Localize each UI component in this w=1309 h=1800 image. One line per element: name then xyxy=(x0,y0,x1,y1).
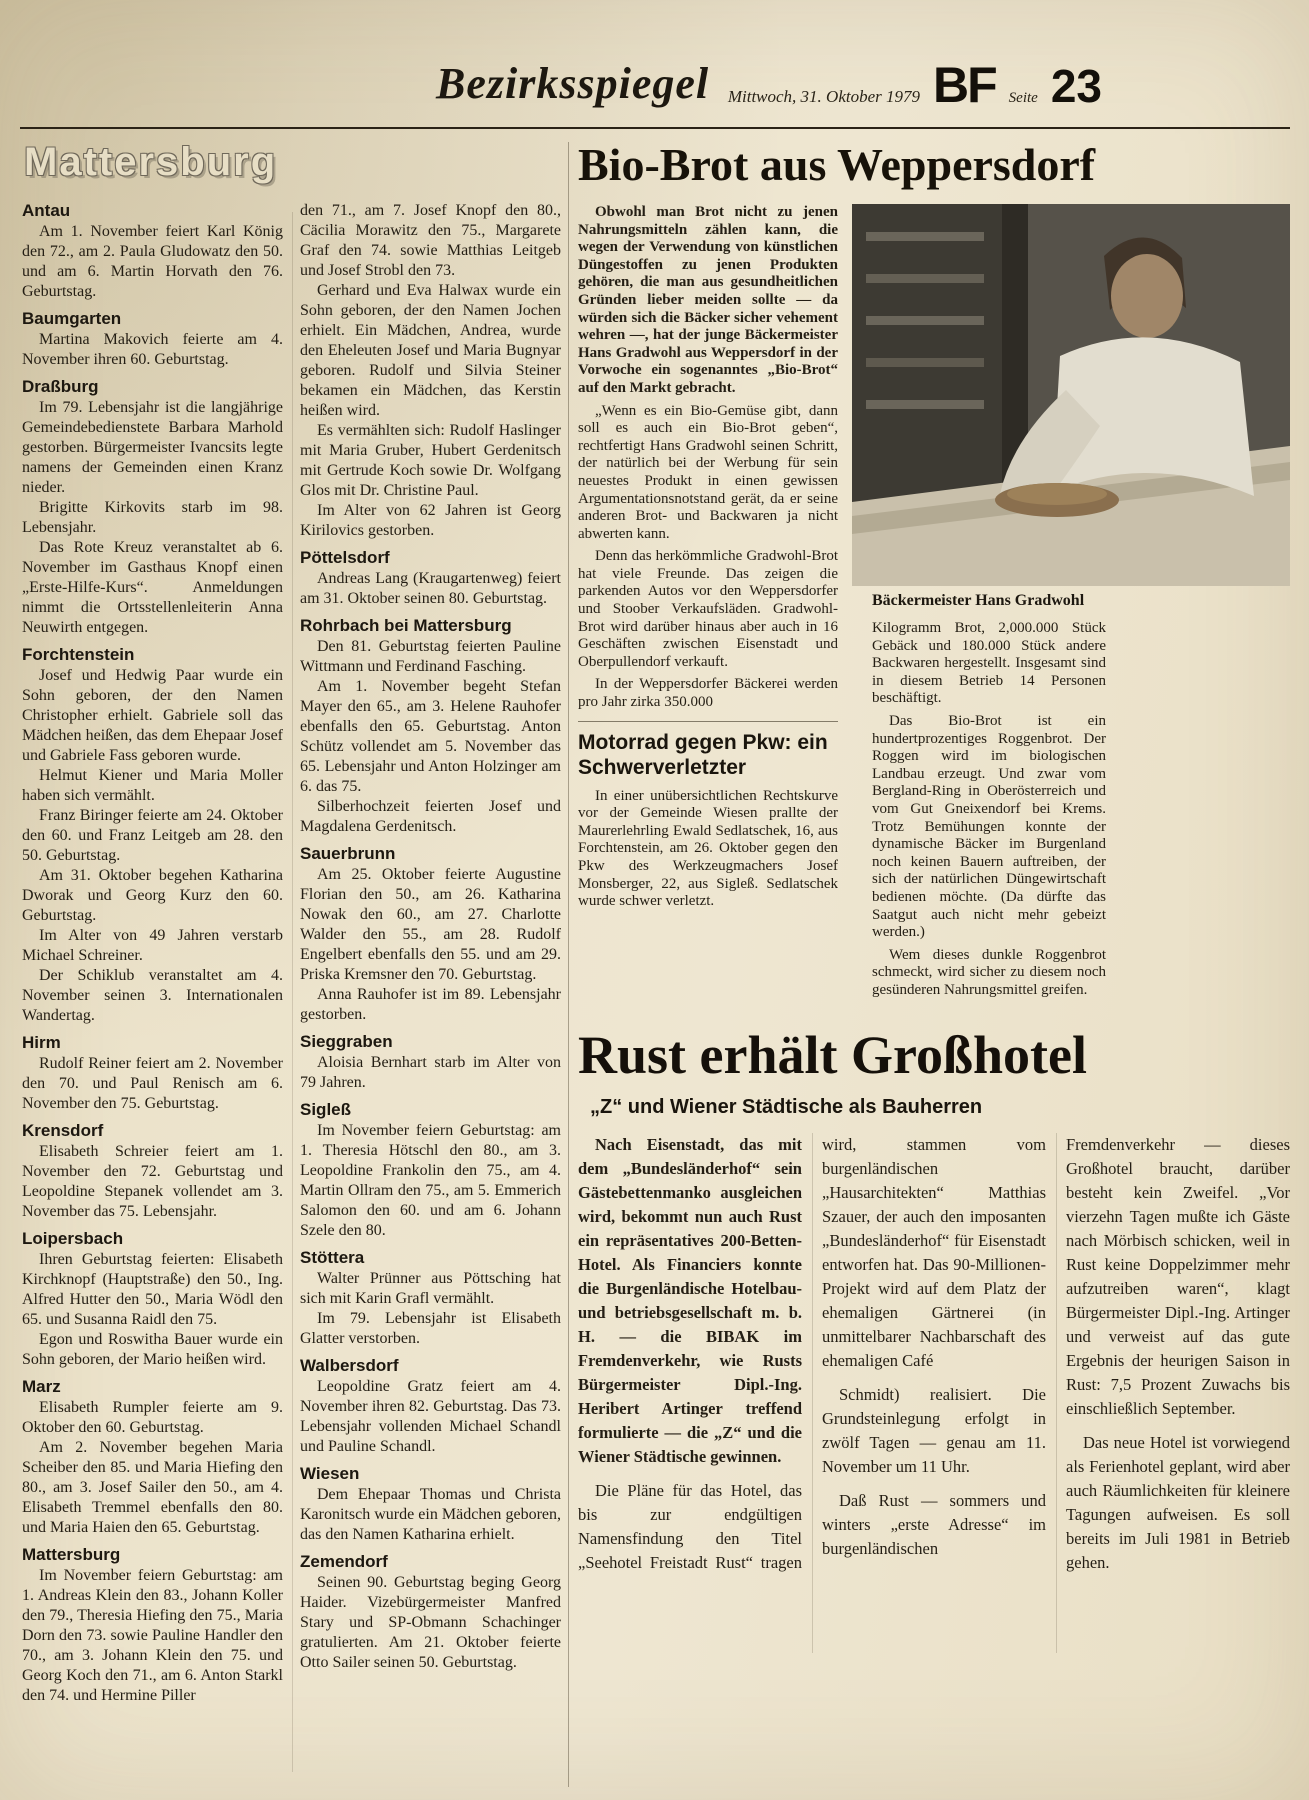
paragraph: Denn das herkömmliche Gradwohl-Brot hat viele Freunde. Das zeigen die parkenden Autos vor den Weppersdorfer und Stoober Verkaufsläden. Gradwohl-Brot wird darüber hinaus aber auch in 16 Geschäften zwischen Eisenstadt und Oberpullendorf verkauft. xyxy=(578,548,838,670)
paragraph: Im Alter von 62 Jahren ist Georg Kirilovics gestorben. xyxy=(300,502,561,539)
article-headline-rust: Rust erhält Großhotel xyxy=(578,1025,1087,1086)
paragraph: Silberhochzeit feierten Josef und Magdalena Gerdenitsch. xyxy=(300,798,561,835)
biobrot-article xyxy=(578,204,1290,1004)
village-heading: Baumgarten xyxy=(22,309,122,328)
issue-date: Mittwoch, 31. Oktober 1979 xyxy=(727,87,921,106)
paragraph: Kilogramm Brot, 2,000.000 Stück Gebäck und 180.000 Stück andere Backwaren hergestellt. Insgesamt sind in diesem Betrieb 14 Personen beschäftigt. xyxy=(872,620,1106,707)
paragraph: Im 79. Lebensjahr ist Elisabeth Glatter verstorben. xyxy=(300,1310,561,1347)
header-meta xyxy=(690,56,1102,114)
paragraph: Das Rote Kreuz veranstaltet ab 6. November im Gasthaus Knopf einen „Erste-Hilfe-Kurs“. Anmeldungen nimmt die Ortsstellenleiterin Anna Neuwirth entgegen. xyxy=(22,539,283,636)
section-mattersburg xyxy=(22,138,562,1706)
paper-logo: BF xyxy=(933,57,996,113)
photo-caption: Bäckermeister Hans Gradwohl xyxy=(872,592,1085,609)
paragraph: Im November feiern Geburtstag: am 1. Theresia Hötschl den 80., am 3. Leopoldine Frankolin den 75., am 4. Martin Ollram den 75., am 5. Emmerich Salomon den 60. und am 6. Johann Szele den 80. xyxy=(300,1122,561,1239)
paragraph: Elisabeth Rumpler feierte am 9. Oktober den 60. Geburtstag. xyxy=(22,1399,283,1436)
paragraph: Martina Makovich feierte am 4. November ihren 60. Geburtstag. xyxy=(22,331,283,368)
rust-body-columns xyxy=(578,1133,1290,1653)
paragraph: Ihren Geburtstag feierten: Elisabeth Kirchknopf (Hauptstraße) den 50., Ing. Alfred Hutter den 50., Maria Wödl den 65. und Susanna Raidl den 75. xyxy=(22,1251,283,1328)
paragraph: Brigitte Kirkovits starb im 98. Lebensjahr. xyxy=(22,499,283,536)
section-title-mattersburg: Mattersburg xyxy=(24,140,278,184)
masthead-title: Bezirksspiegel xyxy=(436,59,710,108)
paragraph: Aloisia Bernhart starb im Alter von 79 Jahren. xyxy=(300,1054,561,1091)
paragraph: Am 31. Oktober begehen Katharina Dworak und Georg Kurz den 60. Geburtstag. xyxy=(22,867,283,924)
paragraph: Andreas Lang (Kraugartenweg) feiert am 31. Oktober seinen 80. Geburtstag. xyxy=(300,570,561,607)
paragraph: Es vermählten sich: Rudolf Haslinger mit Maria Gruber, Hubert Gerdenitsch mit Gertrude Koch sowie Dr. Wolfgang Glos mit Dr. Christine Paul. xyxy=(300,422,561,499)
paragraph: Das Bio-Brot ist ein hundertprozentiges Roggenbrot. Der Roggen wird im biologischen Landbau erzeugt. Und zwar vom Bergland-Ring in Oberösterreich und vom Gut Gneixendorf bei Krems. Trotz Bemühungen konnte der dynamische Bäcker im Burgenland noch keinen Bauern auftreiben, der sich der natürlichen Düngewirtschaft bedienen möchte. (Da dürfte das Saatgut auch nicht mehr gebeizt werden.) xyxy=(872,712,1106,941)
village-heading: Forchtenstein xyxy=(22,645,135,664)
biobrot-right-column xyxy=(852,204,1290,1004)
paragraph: Franz Biringer feierte am 24. Oktober den 60. und Franz Leitgeb am 28. den 50. Geburtstag. xyxy=(22,807,283,864)
biobrot-column-1 xyxy=(578,204,838,1004)
paragraph: Im 79. Lebensjahr ist die langjährige Gemeindebedienstete Barbara Marhold gestorben. Bürgermeister Ivancsits legte namens der Gemeinden einen Kranz nieder. xyxy=(22,399,283,496)
village-heading: Walbersdorf xyxy=(300,1356,399,1375)
news-column-2 xyxy=(300,201,561,1706)
paragraph: Die Pläne für das Hotel, das bis zur endgültigen Namensfindung den Titel „Seehotel Freistadt Rust“ tragen wird, stammen vom burgenländischen „Hausarchitekten“ Matthias Szauer, der auch den imposanten „Bundesländerhof“ für Eisenstadt entworfen hat. Das 90-Millionen-Projekt wird auf dem Platz der ehemaligen Gärtnerei (in unmittelbarer Nachbarschaft des ehemaligen Café xyxy=(578,1135,1046,1573)
paragraph: Wem dieses dunkle Roggenbrot schmeckt, wird sicher zu diesem noch gesünderen Nahrungsmittel greifen. xyxy=(872,946,1106,998)
paragraph: Am 1. November feiert Karl König den 72., am 2. Paula Gludowatz den 50. und am 6. Martin Horvath den 76. Geburtstag. xyxy=(22,223,283,300)
biobrot-paragraphs xyxy=(578,403,838,712)
paragraph: Anna Rauhofer ist im 89. Lebensjahr gestorben. xyxy=(300,986,561,1023)
biobrot-column-2 xyxy=(872,620,1106,999)
header-rule xyxy=(20,127,1290,129)
news-column-1 xyxy=(22,201,283,1706)
village-heading: Krensdorf xyxy=(22,1121,104,1140)
paragraph: „Wenn es ein Bio-Gemüse gibt, dann soll es auch ein Bio-Brot geben“, rechtfertigt Hans Gradwohl seinen Schritt, der natürlich bei der Werbung für sein neuestes Produkt in einen gewissen Argumentationsnotstand gerät, da er seine anderen Brot- und Backwaren ja nicht abwerten kann. xyxy=(578,402,838,542)
paragraph: Am 25. Oktober feierte Augustine Florian den 50., am 26. Katharina Nowak den 60., am 27. Charlotte Walder den 55., am 28. Rudolf Engelbert ebenfalls den 55. und am 29. Priska Kremsner den 70. Geburtstag. xyxy=(300,866,561,983)
rust-lead-paragraph: Nach Eisenstadt, das mit dem „Bundesländerhof“ sein Gästebettenmanko ausgleichen wird, bekommt nun auch Rust ein repräsentatives 200-Betten-Hotel. Als Financiers konnte die Burgenländische Hotelbau- und betriebsgesellschaft m. b. H. — die BIBAK im Fremdenverkehr, wie Rusts Bürgermeister Dipl.-Ing. Heribert Artinger treffend formulierte — die „Z“ und die Wiener Städtische gewinnen. xyxy=(578,1135,802,1467)
village-heading: Stöttera xyxy=(300,1248,365,1267)
paragraph: Schmidt) realisiert. Die Grundsteinlegung erfolgt in zwölf Tagen — genau am 11. November um 11 Uhr. xyxy=(822,1385,1046,1477)
rust-article xyxy=(578,1024,1290,1653)
rust-subtitle: „Z“ und Wiener Städtische als Bauherren xyxy=(590,1096,983,1119)
mattersburg-columns xyxy=(22,201,562,1706)
village-heading: Hirm xyxy=(22,1033,61,1052)
village-heading: Mattersburg xyxy=(22,1545,121,1564)
paragraph: Der Schiklub veranstaltet am 4. November seinen 3. Internationalen Wandertag. xyxy=(22,967,283,1024)
paragraph: Josef und Hedwig Paar wurde ein Sohn geboren, der den Namen Christopher erhielt. Gabriele soll das Mädchen heißen, das dem Ehepaar Josef und Gabriele Fass geboren wurde. xyxy=(22,667,283,764)
paragraph: Im Alter von 49 Jahren verstarb Michael Schreiner. xyxy=(22,927,283,964)
village-heading: Sieggraben xyxy=(300,1032,393,1051)
vertical-rule-main xyxy=(568,142,569,1787)
village-heading: Antau xyxy=(22,201,71,220)
paragraph: Am 2. November begehen Maria Scheiber den 85. und Maria Hiefing den 80., am 3. Josef Sailer den 50., am 4. Elisabeth Tremmel ebenfalls den 80. und Maria Haien den 65. Geburtstag. xyxy=(22,1439,283,1536)
photo-baker xyxy=(852,204,1290,586)
separator-rule xyxy=(578,721,838,722)
village-heading: Sigleß xyxy=(300,1100,352,1119)
village-heading: Sauerbrunn xyxy=(300,844,396,863)
village-heading: Wiesen xyxy=(300,1464,360,1483)
photo-baker-illustration xyxy=(852,204,1290,586)
paragraph: In der Weppersdorfer Bäckerei werden pro Jahr zirka 350.000 xyxy=(578,676,838,711)
motorrad-paragraphs xyxy=(578,788,838,911)
biobrot-lead-paragraph: Obwohl man Brot nicht zu jenen Nahrungsmitteln zählen kann, die wegen der Verwendung von künstlichen Düngestoffen zu jenen Produkten gehören, die man aus gesundheitlichen Gründen lieber meiden sollte — da würden sich die Bäcker sicher vehement wehren —, hat der junge Bäckermeister Hans Gradwohl aus Weppersdorf in der Vorwoche ein sogenanntes „Bio-Brot“ auf den Markt gebracht. xyxy=(578,204,838,396)
paragraph: Daß Rust — sommers und winters „erste Adresse“ im burgenländischen Fremdenverkehr — dieses Großhotel braucht, darüber besteht kein Zweifel. „Vor vierzehn Tagen mußte ich Gäste nach Mörbisch schicken, weil in Rust keine Doppelzimmer mehr aufzutreiben waren“, klagt Bürgermeister Dipl.-Ing. Artinger und verweist auf das gute Ergebnis der heurigen Saison in Rust: 7,5 Prozent Zuwachs bis einschließlich September. xyxy=(822,1135,1290,1559)
section-articles xyxy=(578,138,1290,1653)
village-heading: Pöttelsdorf xyxy=(300,548,390,567)
article-headline-biobrot: Bio-Brot aus Weppersdorf xyxy=(578,139,1096,190)
paragraph: Walter Prünner aus Pöttsching hat sich mit Karin Grafl vermählt. xyxy=(300,1270,561,1307)
page-number: 23 xyxy=(1050,60,1102,112)
paragraph: den 71., am 7. Josef Knopf den 80., Cäcilia Morawitz den 75., Margarete Graf den 74. sowie Matthias Leitgeb und Josef Strobl den 73. xyxy=(300,202,561,279)
paragraph: Im November feiern Geburtstag: am 1. Andreas Klein den 83., Johann Koller den 79., Theresia Hiefing den 75., Maria Dorn den 73. sowie Pauline Handler den 70., am 3. Johann Klein den 75. und Georg Koch den 71., am 6. Anton Starkl den 74. und Hermine Piller xyxy=(22,1567,283,1704)
paragraph: Helmut Kiener und Maria Moller haben sich vermählt. xyxy=(22,767,283,804)
village-heading: Zemendorf xyxy=(300,1552,388,1571)
paragraph: Am 1. November begeht Stefan Mayer den 65., am 3. Helene Rauhofer ebenfalls den 65. Geburtstag. Anton Schütz vollendet am 5. November das 65. Lebensjahr und Anton Holzinger am 6. das 75. xyxy=(300,678,561,795)
article-headline-motorrad: Motorrad gegen Pkw: ein Schwerverletzter xyxy=(578,730,828,779)
paragraph: Egon und Roswitha Bauer wurde ein Sohn geboren, der Mario heißen wird. xyxy=(22,1331,283,1368)
village-heading: Loipersbach xyxy=(22,1229,124,1248)
paragraph: Seinen 90. Geburtstag beging Georg Haider. Vizebürgermeister Manfred Stary und SP-Obmann Schachinger gratulierten. Am 21. Oktober feierte Otto Sailer seinen 50. Geburtstag. xyxy=(300,1574,561,1671)
village-heading: Rohrbach bei Mattersburg xyxy=(300,616,512,635)
village-heading: Marz xyxy=(22,1377,61,1396)
paragraph: Das neue Hotel ist vorwiegend als Ferienhotel geplant, wird aber auch Räumlichkeiten für kleinere Tagungen aufweisen. Es soll bereits im Juli 1981 in Betrieb gehen. xyxy=(1066,1433,1290,1573)
page-label: Seite xyxy=(1008,90,1038,106)
paragraph: In einer unübersichtlichen Rechtskurve vor der Gemeinde Wiesen prallte der Maurerlehrling Ewald Sedlatschek, 16, aus Forchtenstein, am 26. Oktober gegen den Pkw des Werkzeugmachers Josef Monsberger, 22, aus Sigleß. Sedlatschek wurde schwer verletzt. xyxy=(578,787,838,910)
paragraph: Gerhard und Eva Halwax wurde ein Sohn geboren, der den Namen Jochen erhielt. Ein Mädchen, Andrea, wurde den Eheleuten Josef und Maria Bugnyar geboren. Rudolf und Silvia Steiner bekamen ein Mädchen, das Kerstin heißen wird. xyxy=(300,282,561,419)
village-heading: Draßburg xyxy=(22,377,99,396)
paragraph: Elisabeth Schreier feiert am 1. November den 72. Geburtstag und Leopoldine Stepanek vollendet am 3. November das 75. Lebensjahr. xyxy=(22,1143,283,1220)
paragraph: Rudolf Reiner feiert am 2. November den 70. und Paul Renisch am 6. November den 75. Geburtstag. xyxy=(22,1055,283,1112)
paragraph: Den 81. Geburtstag feierten Pauline Wittmann und Ferdinand Fasching. xyxy=(300,638,561,675)
paragraph: Leopoldine Gratz feiert am 4. November ihren 82. Geburtstag. Das 73. Lebensjahr vollenden Michael Schandl und Pauline Schandl. xyxy=(300,1378,561,1455)
paragraph: Dem Ehepaar Thomas und Christa Karonitsch wurde ein Mädchen geboren, das den Namen Katharina erhielt. xyxy=(300,1486,561,1543)
